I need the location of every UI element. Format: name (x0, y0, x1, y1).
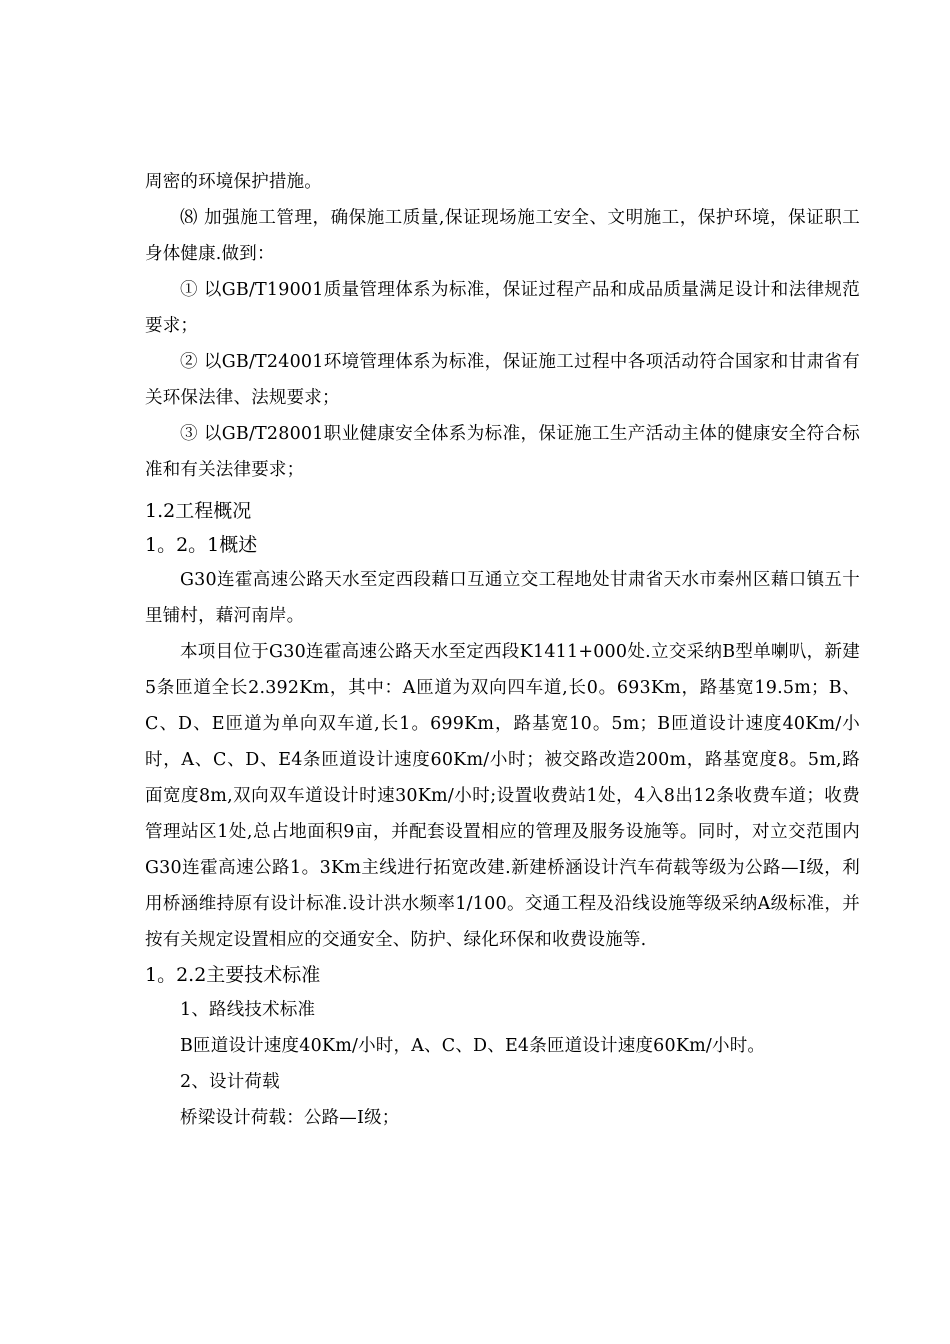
paragraph-environment-standard: ② 以GB/T24001环境管理体系为标准，保证施工过程中各项活动符合国家和甘肃省有关环保法律、法规要求； (145, 352, 860, 408)
paragraph-health-safety-standard: ③ 以GB/T28001职业健康安全体系为标准，保证施工生产活动主体的健康安全符合标准和有关法律要求； (145, 424, 860, 480)
section-heading-summary: 1。2。1概述 (145, 534, 258, 556)
paragraph-env-measures-end: 周密的环境保护措施。 (145, 172, 322, 192)
paragraph-project-location: G30连霍高速公路天水至定西段藉口互通立交工程地处甘肃省天水市秦州区藉口镇五十里铺村，藉河南岸。 (145, 570, 860, 626)
section-heading-project-overview: 1.2工程概况 (145, 500, 252, 522)
paragraph-bridge-load: 桥梁设计荷载：公路—Ⅰ级； (180, 1108, 400, 1128)
paragraph-ramp-speed: B匝道设计速度40Km/小时，A、C、D、E4条匝道设计速度60Km/小时。 (180, 1036, 766, 1056)
list-item-design-load: 2、设计荷载 (180, 1072, 280, 1092)
paragraph-quality-standard: ① 以GB/T19001质量管理体系为标准，保证过程产品和成品质量满足设计和法律规范要求； (145, 280, 860, 336)
paragraph-management-item-8: ⑻ 加强施工管理，确保施工质量,保证现场施工安全、文明施工，保护环境，保证职工身体健康.做到： (145, 208, 860, 264)
list-item-route-standard: 1、路线技术标准 (180, 1000, 316, 1020)
paragraph-project-description: 本项目位于G30连霍高速公路天水至定西段K1411+000处.立交采纳B型单喇叭，新建5条匝道全长2.392Km，其中：A匝道为双向四车道,长0。693Km，路基宽19.5m；B、C、D、E匝道为单向双车道,长1。699Km，路基宽10。5m；B匝道设计速度40Km/小时，A、C、D、E4条匝道设计速度60Km/小时；被交路改造200m，路基宽度8。5m,路面宽度8m,双向双车道设计时速30Km/小时;设置收费站1处，4入8出12条收费车道；收费管理站区1处,总占地面积9亩，并配套设置相应的管理及服务设施等。同时，对立交范围内G30连霍高速公路1。3Km主线进行拓宽改建.新建桥涵设计汽车荷载等级为公路—Ⅰ级，利用桥涵维持原有设计标准.设计洪水频率1/100。交通工程及沿线设施等级采纳A级标准，并按有关规定设置相应的交通安全、防护、绿化环保和收费设施等. (145, 642, 860, 950)
document-body (145, 164, 860, 1136)
section-heading-technical-standards: 1。2.2主要技术标准 (145, 964, 321, 986)
